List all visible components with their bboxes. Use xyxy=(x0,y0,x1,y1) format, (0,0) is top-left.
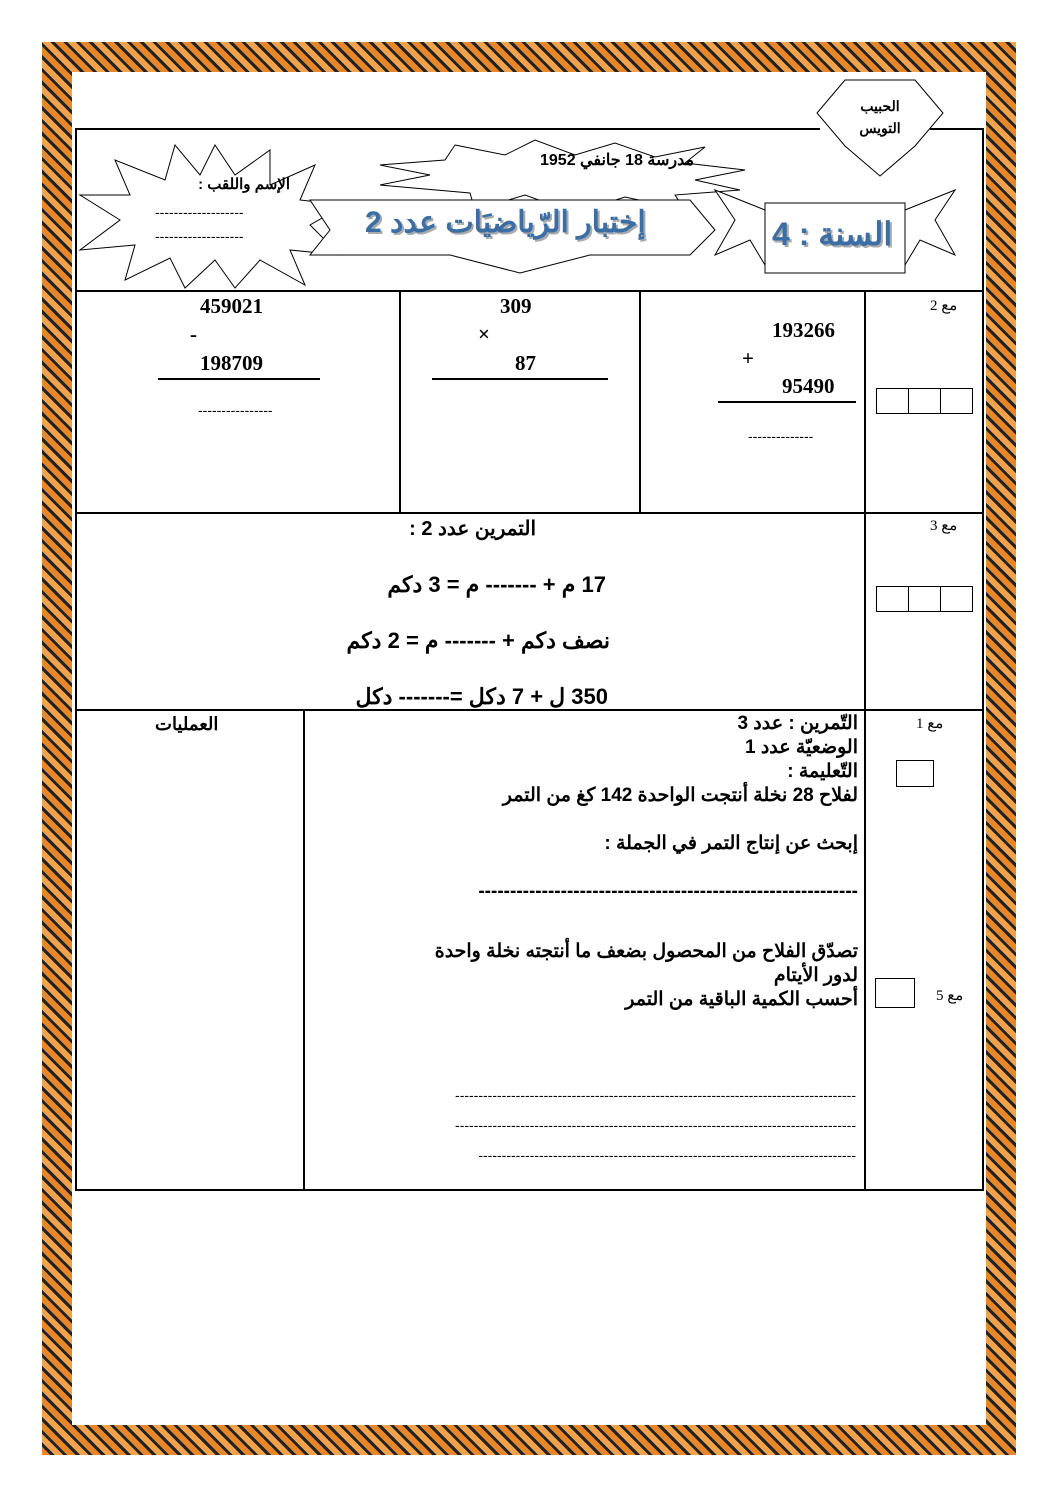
ex3-title: التّمرين : عدد 3 xyxy=(737,713,858,734)
ex3-answer-line-3[interactable]: --------------------------------------------------------------------------------- xyxy=(478,1147,856,1163)
mul-operand-a: 309 xyxy=(500,294,532,318)
add-result[interactable]: -------------- xyxy=(748,428,814,444)
ex3-answer-line-2[interactable]: -------------------------------------------------------------------------------------- xyxy=(455,1117,856,1133)
ex1-score-boxes[interactable] xyxy=(876,388,973,414)
add-operand-a: 193266 xyxy=(772,318,835,342)
ex3-score-2: مع 5 xyxy=(936,988,964,1004)
ex3-score-1: مع 1 xyxy=(916,716,944,732)
ex2-title: التمرين عدد 2 : xyxy=(409,518,536,540)
operations-label: العمليات xyxy=(155,714,219,734)
ex3-score-box-2[interactable] xyxy=(875,978,915,1008)
ex3-question-2b: لدور الأيتام xyxy=(773,965,858,986)
mul-operand-b: 87 xyxy=(515,351,536,375)
ex3-situation: الوضعيّة عدد 1 xyxy=(744,737,858,758)
ex2-line-1[interactable]: 17 م + ------- م = 3 دكم xyxy=(387,572,606,597)
corner-line-1: الحبيب xyxy=(860,98,900,114)
ex3-question-2a: تصدّق الفلاح من المحصول بضعف ما أنتجته نخلة واحدة xyxy=(434,941,858,962)
exam-title: إختبار الرّياضيَات عدد 2 xyxy=(365,206,646,239)
ex2-line-3[interactable]: 350 ل + 7 دكل =------- دكل xyxy=(355,684,608,709)
corner-line-2: التويس xyxy=(859,120,901,136)
ex2-line-2[interactable]: نصف دكم + ------- م = 2 دكم xyxy=(346,628,610,653)
add-operator: + xyxy=(742,346,754,370)
ex2-score-boxes[interactable] xyxy=(876,586,973,612)
ex3-instruction: التّعليمة : xyxy=(787,761,858,782)
sub-operand-a: 459021 xyxy=(200,294,263,318)
add-operand-b: 95490 xyxy=(782,374,835,398)
sub-result[interactable]: ---------------- xyxy=(198,402,273,418)
mul-operator: × xyxy=(478,322,490,346)
name-line-1[interactable]: ------------------- xyxy=(155,204,244,220)
year-label: السنة : 4 xyxy=(772,216,893,252)
ex3-answer-line-1[interactable]: -------------------------------------------------------------------------------------- xyxy=(455,1087,856,1103)
ex3-text: لفلاح 28 نخلة أنتجت الواحدة 142 كغ من التمر xyxy=(502,785,858,806)
ex2-score: مع 3 xyxy=(930,518,958,534)
ex3-question-2c: أحسب الكمية الباقية من التمر xyxy=(625,989,858,1010)
ex3-score-box-1[interactable] xyxy=(896,760,934,787)
name-line-2[interactable]: ------------------- xyxy=(155,228,244,244)
sub-operator: - xyxy=(190,322,197,346)
name-label: الإسم واللقب : xyxy=(198,176,290,193)
ex1-score: مع 2 xyxy=(930,298,958,314)
ex3-answer-line[interactable]: ------------------------------------------------------------ xyxy=(478,881,858,902)
sub-operand-b: 198709 xyxy=(200,351,263,375)
ex3-question-1: إبحث عن إنتاج التمر في الجملة : xyxy=(604,833,858,854)
school-name: مدرسة 18 جانفي 1952 xyxy=(540,152,695,169)
